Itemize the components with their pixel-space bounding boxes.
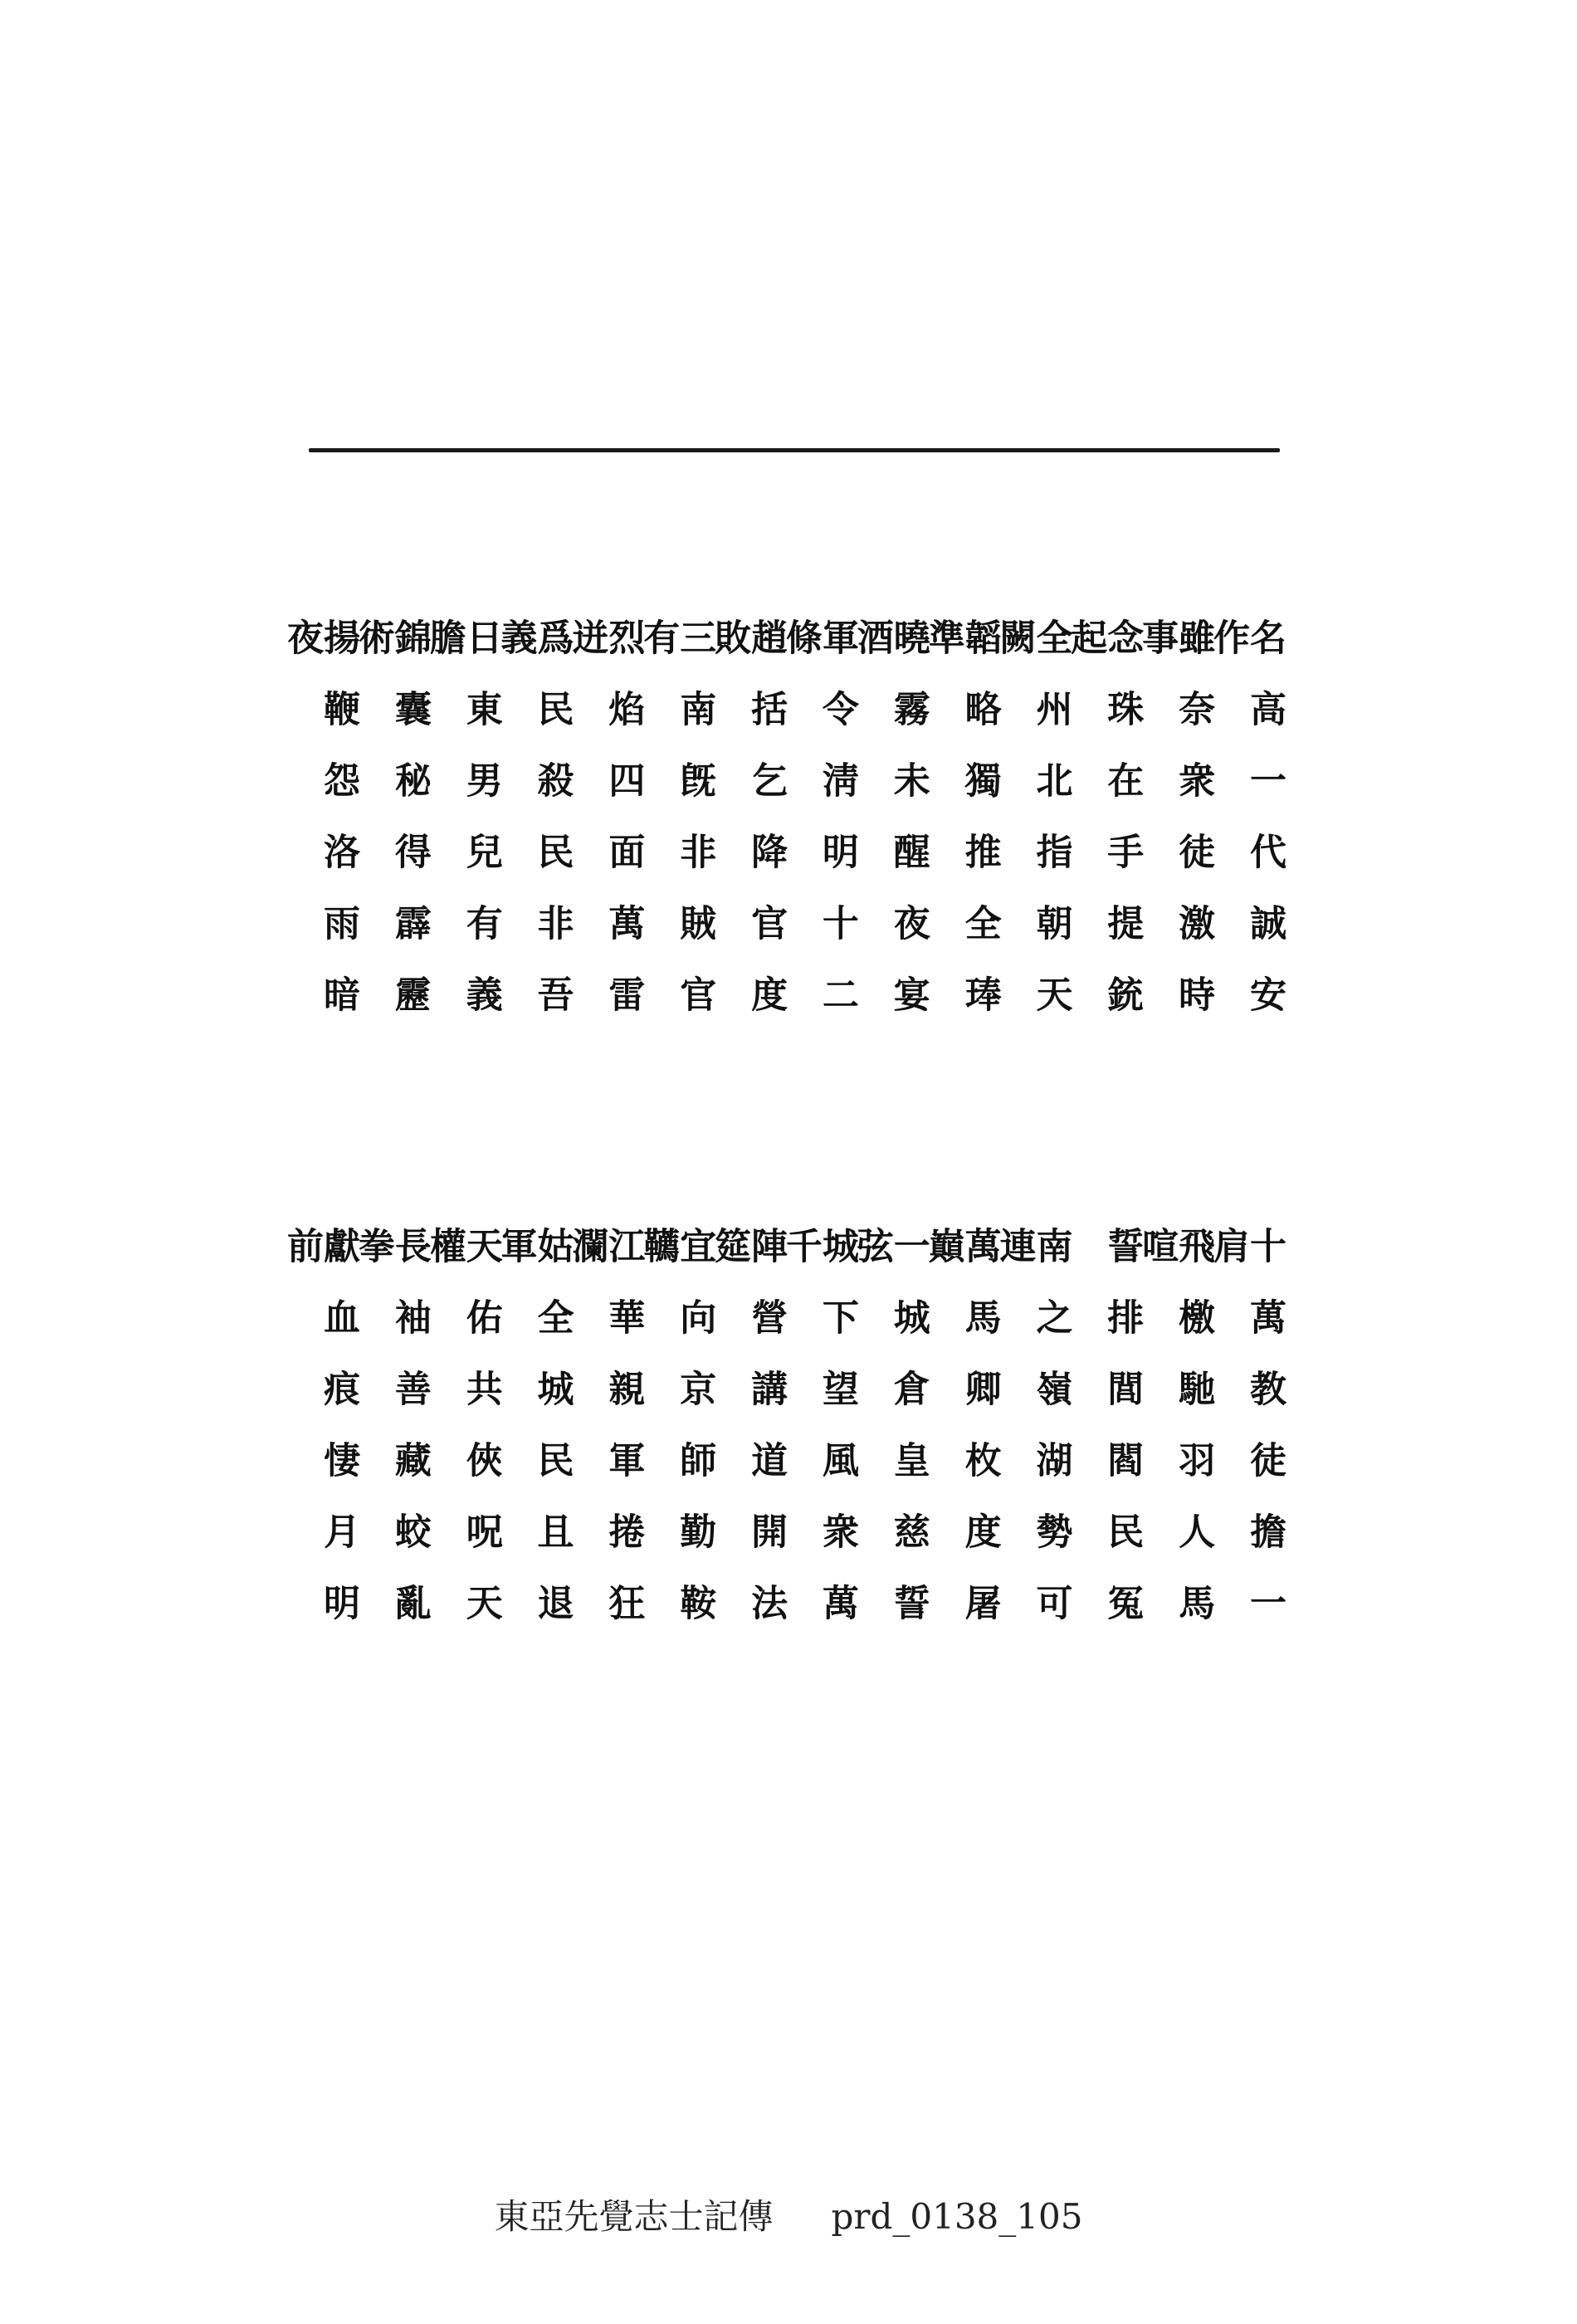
poem-line: 念珠在手提銃起 <box>1064 618 1144 1047</box>
page-id: prd_0138_105 <box>831 2196 1083 2237</box>
poem-block-1 <box>281 618 1286 1083</box>
poem-line: 軍令淸明十二條 <box>779 618 858 1047</box>
poem-line: 十萬教徒擔一肩 <box>1206 1227 1286 1655</box>
poem-line: 烈焰四面萬雷迸 <box>565 618 645 1047</box>
poem-line: 全州北指朝天闕 <box>993 618 1072 1047</box>
poem-line: 天佑共俠呪天權 <box>422 1227 502 1655</box>
poem-line: 三南旣非賊官有 <box>637 618 716 1047</box>
poem-line: 雖奈衆徒激時事 <box>1135 618 1215 1047</box>
poem-block-2 <box>281 1227 1286 1692</box>
poem-line: 揚鞭怨洛雨暗夜 <box>281 618 359 1047</box>
poem-line: 韜略獨推全琫準 <box>921 618 1001 1047</box>
poem-line: 趙括乞降官度敗 <box>708 618 788 1047</box>
book-title: 東亞先覺志士記傳 <box>494 2196 774 2237</box>
poem-line: 獻血痕悽月明前 <box>281 1227 359 1655</box>
poem-line: 宜向京師勤鞍韉 <box>637 1227 716 1655</box>
poem-line: 日東男兒有義膽 <box>422 618 502 1047</box>
poem-line: 城下望風衆萬千 <box>779 1227 858 1655</box>
poem-line: 錦囊秘得霹靂術 <box>351 618 431 1047</box>
poem-line: 陣營講道開法筵 <box>708 1227 788 1655</box>
top-rule <box>309 448 1280 452</box>
poem-line: 爲民殺民非吾義 <box>494 618 574 1047</box>
page-footer <box>0 2190 1577 2239</box>
poem-line: 萬馬卿枚度屠巔 <box>921 1227 1001 1655</box>
poem-line: 姑全城民且退軍 <box>494 1227 574 1655</box>
poem-line: 南之嶺湖勢可連 <box>993 1227 1072 1655</box>
poem-line: 長袖善藏蛟亂拳 <box>351 1227 431 1655</box>
poem-line: 誓排閭閻民冤 <box>1101 1227 1144 1655</box>
poem-line: 曉霧未醒夜宴酒 <box>850 618 930 1047</box>
poem-line: 飛檄馳羽人馬喧 <box>1135 1227 1215 1655</box>
poem-line: 江華親軍捲狂瀾 <box>565 1227 645 1655</box>
poem-line: 名高一代誠安作 <box>1206 618 1286 1047</box>
poem-line: 一城倉皇慈誓弦 <box>850 1227 930 1655</box>
